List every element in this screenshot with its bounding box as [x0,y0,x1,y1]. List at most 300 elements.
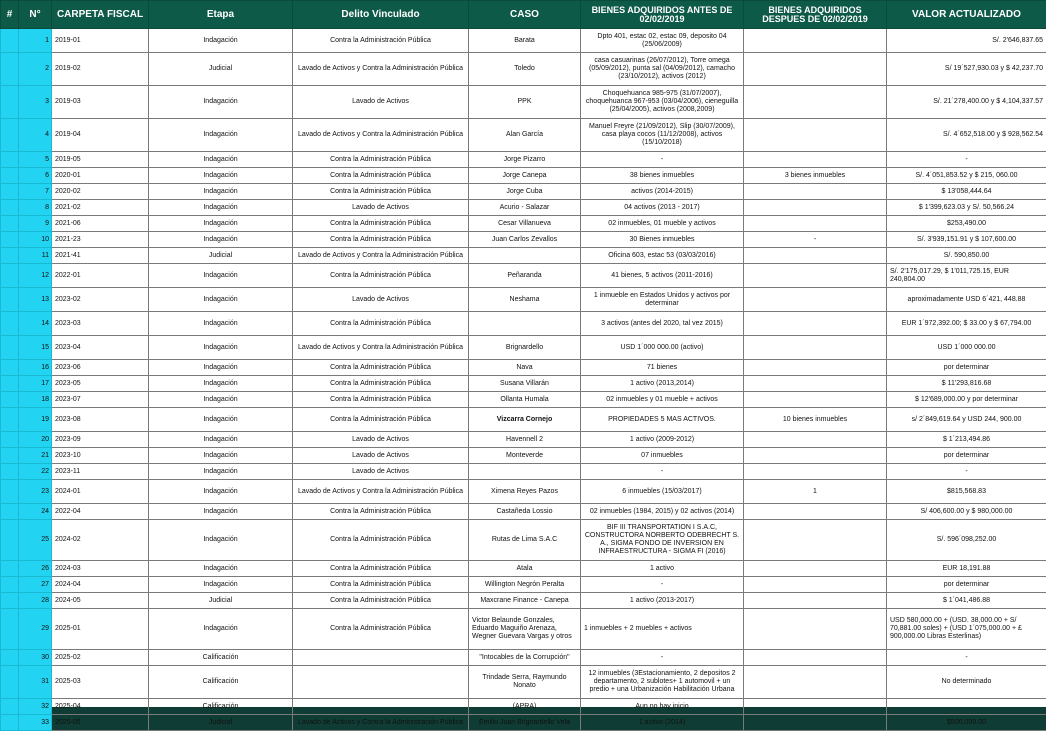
caso-cell[interactable] [469,248,581,264]
row-index-cell[interactable] [1,53,19,86]
caso-cell[interactable]: Jorge Canepa [469,168,581,184]
etapa-cell[interactable]: Indagación [149,312,293,336]
despues-cell[interactable] [744,86,887,119]
row-number-cell[interactable]: 30 [19,650,52,666]
table-row[interactable] [1,650,1046,666]
valor-cell[interactable]: $ 1'399,623.03 y S/. 50,566.24 [887,200,1046,216]
row-index-cell[interactable] [1,561,19,577]
antes-cell[interactable]: - [581,464,744,480]
etapa-cell[interactable]: Indagación [149,480,293,504]
row-number-cell[interactable]: 28 [19,593,52,609]
table-row[interactable] [1,609,1046,650]
delito-cell[interactable]: Contra la Administración Pública [293,29,469,53]
table-row[interactable] [1,312,1046,336]
row-number-cell[interactable]: 24 [19,504,52,520]
table-row[interactable] [1,168,1046,184]
row-number-cell[interactable]: 18 [19,392,52,408]
carpeta-cell[interactable]: 2023-03 [52,312,149,336]
header-etapa[interactable]: Etapa [149,1,293,29]
despues-cell[interactable] [744,464,887,480]
etapa-cell[interactable]: Judicial [149,715,293,731]
antes-cell[interactable]: 1 activo (2013,2014) [581,376,744,392]
delito-cell[interactable]: Lavado de Activos [293,86,469,119]
despues-cell[interactable] [744,216,887,232]
carpeta-cell[interactable]: 2025-01 [52,609,149,650]
row-number-cell[interactable]: 2 [19,53,52,86]
table-row[interactable] [1,360,1046,376]
carpeta-cell[interactable]: 2019-01 [52,29,149,53]
row-number-cell[interactable]: 32 [19,699,52,715]
row-index-cell[interactable] [1,520,19,561]
caso-cell[interactable]: Maxcrane Finance - Canepa [469,593,581,609]
antes-cell[interactable]: 1 activo (2014) [581,715,744,731]
etapa-cell[interactable]: Indagación [149,448,293,464]
antes-cell[interactable]: 07 inmuebles [581,448,744,464]
row-number-cell[interactable]: 31 [19,666,52,699]
antes-cell[interactable]: casa casuarinas (26/07/2012), Torre omega (05/09/2012), punta sal (04/09/2012), camacho (23/10/2012), activos (2012) [581,53,744,86]
row-number-cell[interactable]: 9 [19,216,52,232]
row-index-cell[interactable] [1,168,19,184]
caso-cell[interactable]: Nava [469,360,581,376]
table-row[interactable] [1,53,1046,86]
valor-cell[interactable]: $ 1´041,486.88 [887,593,1046,609]
delito-cell[interactable]: Lavado de Activos y Contra la Administración Pública [293,715,469,731]
antes-cell[interactable]: 04 activos (2013 - 2017) [581,200,744,216]
table-row[interactable] [1,504,1046,520]
header-index[interactable]: # [1,1,19,29]
carpeta-cell[interactable]: 2025-02 [52,650,149,666]
etapa-cell[interactable]: Indagación [149,29,293,53]
row-index-cell[interactable] [1,650,19,666]
table-row[interactable] [1,184,1046,200]
antes-cell[interactable]: PROPIEDADES 5 MAS ACTIVOS. [581,408,744,432]
delito-cell[interactable]: Lavado de Activos y Contra la Administración Pública [293,53,469,86]
row-index-cell[interactable] [1,86,19,119]
delito-cell[interactable]: Contra la Administración Pública [293,184,469,200]
antes-cell[interactable]: USD 1´000 000.00 (activo) [581,336,744,360]
valor-cell[interactable]: - [887,152,1046,168]
delito-cell[interactable] [293,650,469,666]
row-index-cell[interactable] [1,448,19,464]
row-index-cell[interactable] [1,432,19,448]
row-index-cell[interactable] [1,312,19,336]
despues-cell[interactable] [744,29,887,53]
antes-cell[interactable]: Dpto 401, estac 02, estac 09, deposito 04 (25/06/2009) [581,29,744,53]
table-row[interactable] [1,561,1046,577]
antes-cell[interactable]: 3 activos (antes del 2020, tal vez 2015) [581,312,744,336]
despues-cell[interactable] [744,200,887,216]
valor-cell[interactable]: S/. 21´278,400.00 y $ 4,104,337.57 [887,86,1046,119]
table-row[interactable] [1,715,1046,731]
table-row[interactable] [1,520,1046,561]
row-index-cell[interactable] [1,200,19,216]
etapa-cell[interactable]: Indagación [149,184,293,200]
antes-cell[interactable]: 02 inmuebles y 01 mueble + activos [581,392,744,408]
caso-cell[interactable]: (APRA) [469,699,581,715]
antes-cell[interactable]: Choquehuanca 985-975 (31/07/2007), choquehuanca 967-953 (03/04/2006), cieneguilla (25/04/2005), activos (2008,2009) [581,86,744,119]
despues-cell[interactable]: 3 bienes inmuebles [744,168,887,184]
row-number-cell[interactable]: 20 [19,432,52,448]
despues-cell[interactable] [744,119,887,152]
caso-cell[interactable]: Havennell 2 [469,432,581,448]
row-index-cell[interactable] [1,609,19,650]
carpeta-cell[interactable]: 2022-01 [52,264,149,288]
row-number-cell[interactable]: 29 [19,609,52,650]
etapa-cell[interactable]: Judicial [149,53,293,86]
carpeta-cell[interactable]: 2024-01 [52,480,149,504]
table-row[interactable] [1,480,1046,504]
delito-cell[interactable]: Lavado de Activos [293,448,469,464]
row-index-cell[interactable] [1,715,19,731]
despues-cell[interactable] [744,666,887,699]
antes-cell[interactable]: - [581,152,744,168]
delito-cell[interactable]: Contra la Administración Pública [293,312,469,336]
carpeta-cell[interactable]: 2021-23 [52,232,149,248]
caso-cell[interactable]: Toledo [469,53,581,86]
valor-cell[interactable]: $ 11'293,816.68 [887,376,1046,392]
valor-cell[interactable]: EUR 1´972,392.00; $ 33.00 y $ 67,794.00 [887,312,1046,336]
valor-cell[interactable]: por determinar [887,360,1046,376]
row-index-cell[interactable] [1,248,19,264]
valor-cell[interactable]: S/. 2'175,017.29, $ 1'011,725.15, EUR 240,804.00 [887,264,1046,288]
table-row[interactable] [1,666,1046,699]
delito-cell[interactable]: Contra la Administración Pública [293,392,469,408]
antes-cell[interactable]: 1 inmueble en Estados Unidos y activos por determinar [581,288,744,312]
row-number-cell[interactable]: 27 [19,577,52,593]
carpeta-cell[interactable]: 2019-02 [52,53,149,86]
valor-cell[interactable]: S/. 596´098,252.00 [887,520,1046,561]
despues-cell[interactable] [744,184,887,200]
table-row[interactable] [1,593,1046,609]
carpeta-cell[interactable]: 2025-03 [52,666,149,699]
carpeta-cell[interactable]: 2024-03 [52,561,149,577]
valor-cell[interactable]: aproximadamente USD 6´421, 448.88 [887,288,1046,312]
antes-cell[interactable]: 41 bienes, 5 activos (2011-2016) [581,264,744,288]
delito-cell[interactable]: Contra la Administración Pública [293,152,469,168]
caso-cell[interactable]: Alan García [469,119,581,152]
delito-cell[interactable]: Lavado de Activos y Contra la Administración Pública [293,480,469,504]
delito-cell[interactable]: Contra la Administración Pública [293,520,469,561]
despues-cell[interactable]: 10 bienes inmuebles [744,408,887,432]
valor-cell[interactable]: por determinar [887,448,1046,464]
valor-cell[interactable]: $ 1´213,494.86 [887,432,1046,448]
delito-cell[interactable]: Contra la Administración Pública [293,168,469,184]
valor-cell[interactable]: $ 13'058,444.64 [887,184,1046,200]
carpeta-cell[interactable]: 2020-01 [52,168,149,184]
header-caso[interactable]: CASO [469,1,581,29]
despues-cell[interactable] [744,432,887,448]
caso-cell[interactable]: Willington Negrón Peralta [469,577,581,593]
antes-cell[interactable]: - [581,577,744,593]
despues-cell[interactable] [744,376,887,392]
carpeta-cell[interactable]: 2025-04 [52,699,149,715]
despues-cell[interactable] [744,650,887,666]
carpeta-cell[interactable]: 2024-02 [52,520,149,561]
etapa-cell[interactable]: Indagación [149,577,293,593]
row-index-cell[interactable] [1,593,19,609]
antes-cell[interactable]: 1 activo (2009-2012) [581,432,744,448]
etapa-cell[interactable]: Indagación [149,232,293,248]
antes-cell[interactable]: BIF III TRANSPORTATION I S.A.C, CONSTRUCTORA NORBERTO ODEBRECHT S. A., SIGMA FONDO DE INVERSION EN INFRAESTRUCTURA - SIGMA FI (2016) [581,520,744,561]
despues-cell[interactable] [744,360,887,376]
delito-cell[interactable]: Lavado de Activos [293,200,469,216]
caso-cell[interactable]: Victor Belaunde Gonzales, Eduardo Maguiño Arenaza, Wegner Guevara Vargas y otros [469,609,581,650]
delito-cell[interactable]: Contra la Administración Pública [293,232,469,248]
etapa-cell[interactable]: Judicial [149,593,293,609]
antes-cell[interactable]: Manuel Freyre (21/09/2012), Slip (30/07/2009), casa playa cocos (11/12/2008), activos (15/10/2018) [581,119,744,152]
etapa-cell[interactable]: Indagación [149,152,293,168]
row-number-cell[interactable]: 16 [19,360,52,376]
etapa-cell[interactable]: Indagación [149,609,293,650]
delito-cell[interactable]: Lavado de Activos y Contra la Administración Pública [293,119,469,152]
valor-cell[interactable]: - [887,650,1046,666]
table-row[interactable] [1,264,1046,288]
delito-cell[interactable]: Contra la Administración Pública [293,216,469,232]
etapa-cell[interactable]: Indagación [149,408,293,432]
caso-cell[interactable]: Jorge Pizarro [469,152,581,168]
table-row[interactable] [1,232,1046,248]
row-index-cell[interactable] [1,152,19,168]
antes-cell[interactable]: 02 inmuebles (1984, 2015) y 02 activos (2014) [581,504,744,520]
caso-cell[interactable]: Susana Villarán [469,376,581,392]
row-number-cell[interactable]: 33 [19,715,52,731]
row-index-cell[interactable] [1,264,19,288]
header-delito[interactable]: Delito Vinculado [293,1,469,29]
antes-cell[interactable]: Aun no hay inicio [581,699,744,715]
caso-cell[interactable]: Vizcarra Cornejo [469,408,581,432]
antes-cell[interactable]: 6 inmuebles (15/03/2017) [581,480,744,504]
row-number-cell[interactable]: 10 [19,232,52,248]
antes-cell[interactable]: 38 bienes inmuebles [581,168,744,184]
carpeta-cell[interactable]: 2023-02 [52,288,149,312]
despues-cell[interactable] [744,312,887,336]
row-index-cell[interactable] [1,216,19,232]
caso-cell[interactable]: Jorge Cuba [469,184,581,200]
despues-cell[interactable] [744,520,887,561]
row-number-cell[interactable]: 8 [19,200,52,216]
valor-cell[interactable]: S/. 4´652,518.00 y $ 928,562.54 [887,119,1046,152]
carpeta-cell[interactable]: 2021-02 [52,200,149,216]
table-row[interactable] [1,248,1046,264]
carpeta-cell[interactable]: 2023-06 [52,360,149,376]
valor-cell[interactable]: USD 1´000 000.00 [887,336,1046,360]
carpeta-cell[interactable]: 2023-07 [52,392,149,408]
row-number-cell[interactable]: 5 [19,152,52,168]
antes-cell[interactable]: Oficina 603, estac 53 (03/03/2016) [581,248,744,264]
valor-cell[interactable]: S/ 406,600.00 y $ 980,000.00 [887,504,1046,520]
table-row[interactable] [1,408,1046,432]
row-index-cell[interactable] [1,480,19,504]
row-number-cell[interactable]: 7 [19,184,52,200]
table-row[interactable] [1,29,1046,53]
header-antes[interactable]: BIENES ADQUIRIDOS ANTES DE 02/02/2019 [581,1,744,29]
carpeta-cell[interactable]: 2022-04 [52,504,149,520]
header-valor[interactable]: VALOR ACTUALIZADO [887,1,1046,29]
antes-cell[interactable]: 30 Bienes inmuebles [581,232,744,248]
valor-cell[interactable]: s/ 2´849,619.64 y USD 244, 900.00 [887,408,1046,432]
caso-cell[interactable] [469,464,581,480]
etapa-cell[interactable]: Indagación [149,119,293,152]
table-row[interactable] [1,577,1046,593]
etapa-cell[interactable]: Indagación [149,216,293,232]
header-num[interactable]: N° [19,1,52,29]
carpeta-cell[interactable]: 2023-11 [52,464,149,480]
carpeta-cell[interactable]: 2019-05 [52,152,149,168]
caso-cell[interactable]: Peñaranda [469,264,581,288]
caso-cell[interactable] [469,312,581,336]
table-row[interactable] [1,464,1046,480]
carpeta-cell[interactable]: 2023-04 [52,336,149,360]
delito-cell[interactable]: Contra la Administración Pública [293,360,469,376]
antes-cell[interactable]: 1 activo [581,561,744,577]
etapa-cell[interactable]: Indagación [149,392,293,408]
valor-cell[interactable]: No determinado [887,666,1046,699]
table-row[interactable] [1,376,1046,392]
despues-cell[interactable]: 1 [744,480,887,504]
etapa-cell[interactable]: Indagación [149,336,293,360]
table-row[interactable] [1,200,1046,216]
etapa-cell[interactable]: Calificación [149,666,293,699]
despues-cell[interactable] [744,609,887,650]
etapa-cell[interactable]: Indagación [149,432,293,448]
etapa-cell[interactable]: Indagación [149,561,293,577]
delito-cell[interactable]: Lavado de Activos [293,288,469,312]
etapa-cell[interactable]: Indagación [149,504,293,520]
row-number-cell[interactable]: 13 [19,288,52,312]
header-carpeta[interactable]: CARPETA FISCAL [52,1,149,29]
caso-cell[interactable]: Monteverde [469,448,581,464]
etapa-cell[interactable]: Indagación [149,168,293,184]
caso-cell[interactable]: Barata [469,29,581,53]
row-index-cell[interactable] [1,232,19,248]
delito-cell[interactable]: Contra la Administración Pública [293,593,469,609]
antes-cell[interactable]: activos (2014-2015) [581,184,744,200]
despues-cell[interactable] [744,593,887,609]
row-index-cell[interactable] [1,119,19,152]
delito-cell[interactable] [293,666,469,699]
delito-cell[interactable]: Lavado de Activos y Contra la Administración Pública [293,336,469,360]
valor-cell[interactable]: $253,490.00 [887,216,1046,232]
table-row[interactable] [1,448,1046,464]
etapa-cell[interactable]: Indagación [149,288,293,312]
carpeta-cell[interactable]: 2019-04 [52,119,149,152]
carpeta-cell[interactable]: 2023-10 [52,448,149,464]
caso-cell[interactable]: Rutas de Lima S.A.C [469,520,581,561]
row-number-cell[interactable]: 17 [19,376,52,392]
caso-cell[interactable]: Emilio Juan Brignardello Vela [469,715,581,731]
carpeta-cell[interactable]: 2023-08 [52,408,149,432]
delito-cell[interactable]: Contra la Administración Pública [293,264,469,288]
row-index-cell[interactable] [1,504,19,520]
antes-cell[interactable]: 12 inmuebles (3Estacionamiento, 2 depositos 2 departamento, 2 sublotes+ 1 automovil + un predio + una Urbanización Habilitación Urbana [581,666,744,699]
despues-cell[interactable] [744,152,887,168]
row-index-cell[interactable] [1,288,19,312]
row-number-cell[interactable]: 1 [19,29,52,53]
valor-cell[interactable]: por determinar [887,577,1046,593]
valor-cell[interactable]: USD 580,000.00 + (USD. 38,000.00 + S/ 70,881.00 soles) + (USD 1´075,000.00 + £ 900,000.00 Libras Esterlinas) [887,609,1046,650]
row-index-cell[interactable] [1,408,19,432]
carpeta-cell[interactable]: 2025-05 [52,715,149,731]
delito-cell[interactable]: Contra la Administración Pública [293,577,469,593]
row-number-cell[interactable]: 15 [19,336,52,360]
valor-cell[interactable]: S/ 19´527,930.03 y $ 42,237.70 [887,53,1046,86]
row-number-cell[interactable]: 26 [19,561,52,577]
despues-cell[interactable] [744,448,887,464]
despues-cell[interactable] [744,288,887,312]
table-row[interactable] [1,152,1046,168]
despues-cell[interactable] [744,577,887,593]
valor-cell[interactable]: - [887,464,1046,480]
row-index-cell[interactable] [1,360,19,376]
carpeta-cell[interactable]: 2024-05 [52,593,149,609]
header-despues[interactable]: BIENES ADQUIRIDOS DESPUES DE 02/02/2019 [744,1,887,29]
delito-cell[interactable]: Lavado de Activos [293,432,469,448]
table-row[interactable] [1,392,1046,408]
valor-cell[interactable]: EUR 18,191.88 [887,561,1046,577]
carpeta-cell[interactable]: 2021-06 [52,216,149,232]
valor-cell[interactable]: S/. 2'646,837.65 [887,29,1046,53]
row-number-cell[interactable]: 12 [19,264,52,288]
etapa-cell[interactable]: Calificación [149,650,293,666]
row-index-cell[interactable] [1,184,19,200]
delito-cell[interactable]: Contra la Administración Pública [293,561,469,577]
table-row[interactable] [1,119,1046,152]
row-number-cell[interactable]: 21 [19,448,52,464]
row-index-cell[interactable] [1,29,19,53]
etapa-cell[interactable]: Indagación [149,360,293,376]
delito-cell[interactable]: Lavado de Activos y Contra la Administración Pública [293,248,469,264]
delito-cell[interactable]: Lavado de Activos [293,464,469,480]
caso-cell[interactable]: Castañeda Lossio [469,504,581,520]
etapa-cell[interactable]: Indagación [149,464,293,480]
despues-cell[interactable] [744,248,887,264]
valor-cell[interactable]: S/. 590,850.00 [887,248,1046,264]
table-row[interactable] [1,86,1046,119]
carpeta-cell[interactable]: 2023-05 [52,376,149,392]
valor-cell[interactable]: $815,568.83 [887,480,1046,504]
antes-cell[interactable]: 71 bienes [581,360,744,376]
antes-cell[interactable]: 1 activo (2013-2017) [581,593,744,609]
despues-cell[interactable] [744,53,887,86]
row-number-cell[interactable]: 23 [19,480,52,504]
delito-cell[interactable]: Contra la Administración Pública [293,609,469,650]
table-row[interactable] [1,216,1046,232]
caso-cell[interactable]: Ximena Reyes Pazos [469,480,581,504]
etapa-cell[interactable]: Indagación [149,520,293,561]
caso-cell[interactable]: Neshama [469,288,581,312]
row-number-cell[interactable]: 3 [19,86,52,119]
despues-cell[interactable] [744,336,887,360]
carpeta-cell[interactable]: 2021-41 [52,248,149,264]
antes-cell[interactable]: - [581,650,744,666]
antes-cell[interactable]: 1 inmuebles + 2 muebles + activos [581,609,744,650]
carpeta-cell[interactable]: 2023-09 [52,432,149,448]
etapa-cell[interactable]: Judicial [149,248,293,264]
carpeta-cell[interactable]: 2019-03 [52,86,149,119]
row-number-cell[interactable]: 22 [19,464,52,480]
caso-cell[interactable]: Juan Carlos Zevallos [469,232,581,248]
row-index-cell[interactable] [1,336,19,360]
etapa-cell[interactable]: Calificación [149,699,293,715]
carpeta-cell[interactable]: 2024-04 [52,577,149,593]
caso-cell[interactable]: PPK [469,86,581,119]
row-number-cell[interactable]: 11 [19,248,52,264]
delito-cell[interactable]: Contra la Administración Pública [293,376,469,392]
valor-cell[interactable]: S/. 4´051,853.52 y $ 215, 060.00 [887,168,1046,184]
etapa-cell[interactable]: Indagación [149,200,293,216]
caso-cell[interactable]: Ollanta Humala [469,392,581,408]
row-index-cell[interactable] [1,464,19,480]
